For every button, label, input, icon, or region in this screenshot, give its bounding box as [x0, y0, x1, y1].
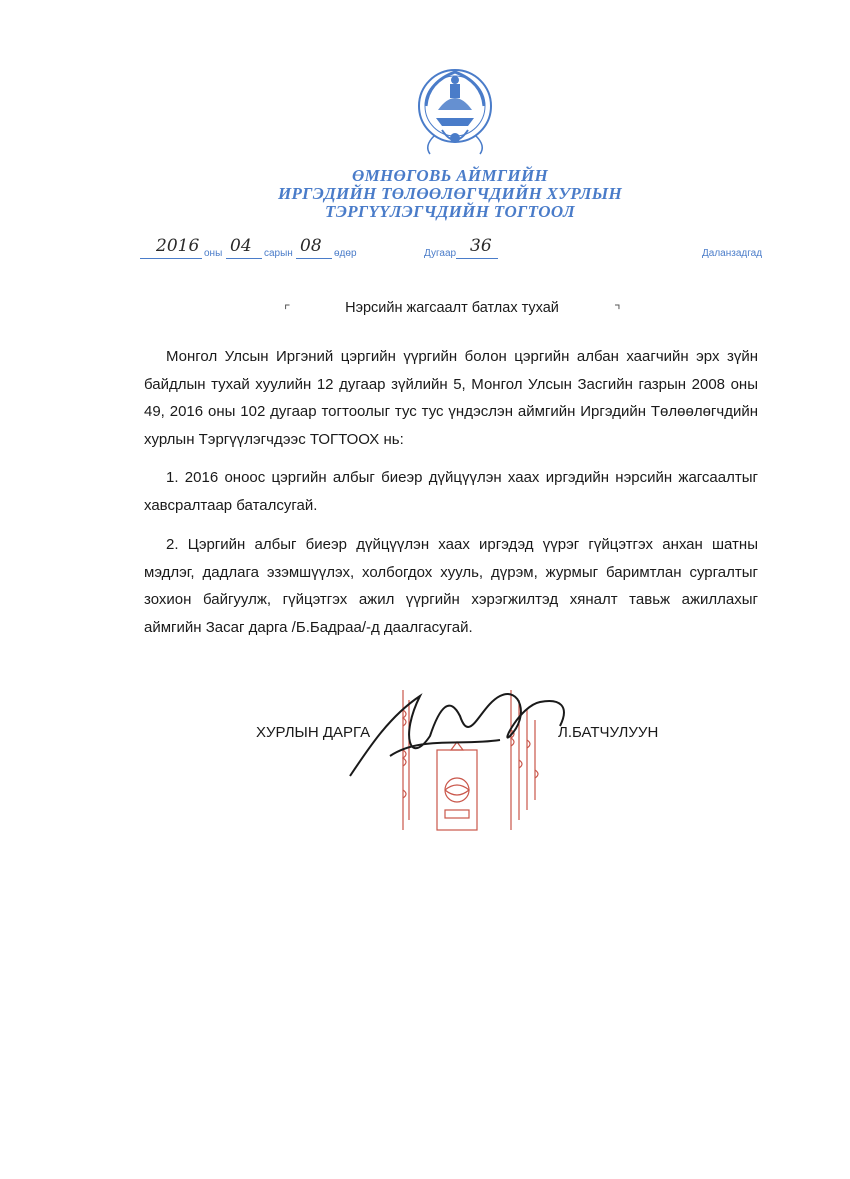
date-year-label: оны — [204, 248, 223, 259]
date-month: 04 — [230, 236, 252, 256]
signatory-name: Л.БАТЧУЛУУН — [558, 724, 659, 741]
subject-bracket-right: ⌝ — [614, 302, 621, 318]
number-label: Дугаар — [424, 248, 457, 259]
signatory-title: ХУРЛЫН ДАРГА — [256, 724, 371, 741]
body-paragraph-1: Монгол Улсын Иргэний цэргийн үүргийн болон цэргийн албан хаагчийн эрх зүйн байдлын тухай хуулийн 12 дугаар зүйлийн 5, Монгол Улсын Засгийн газрын 2008 оны 49, 2016 оны 102 дугаар тогтоолыг тус тус үндэслэн аймгийн Иргэдийн Төлөөлөгчдийн хурлын Тэргүүлэгчдээс ТОГТООХ нь: — [144, 348, 758, 448]
state-emblem-icon — [416, 66, 494, 158]
body-paragraph-3: 2. Цэргийн албыг биеэр дүйцүүлэн хаах иргэдэд үүрэг гүйцэтгэх анхан шатны мэдлэг, дадлага эзэмшүүлэх, холбогдох хууль, дүрэм, журмыг баримтлан сургалтыг зохион байгуулж, гүйцэтгэх ажил үүргийн хэрэгжилтэд хяналт тавьж ажиллахыг аймгийн Засаг дарга /Б.Бадраа/-д даалгасугай. — [144, 536, 758, 636]
date-day: 08 — [300, 236, 322, 256]
org-title-line3: ТЭРГҮҮЛЭГЧДИЙН ТОГТООЛ — [325, 202, 575, 221]
body-paragraph-2: 1. 2016 оноос цэргийн албыг биеэр дүйцүүлэн хаах иргэдийн нэрсийн жагсаалтыг хавсралтаар баталсугай. — [144, 469, 758, 514]
decree-number: 36 — [470, 236, 492, 256]
date-day-label: өдөр — [334, 248, 357, 259]
subject-bracket-left: ⌜ — [284, 302, 291, 318]
date-month-label: сарын — [264, 248, 293, 259]
subject-title: Нэрсийн жагсаалт батлах тухай — [345, 300, 559, 316]
org-title-line1: ӨМНӨГОВЬ АЙМГИЙН — [352, 166, 548, 185]
org-title-line2: ИРГЭДИЙН ТӨЛӨӨЛӨГЧДИЙН ХУРЛЫН — [277, 184, 623, 203]
place-label: Даланзадгад — [702, 248, 763, 259]
date-year: 2016 — [156, 236, 200, 256]
